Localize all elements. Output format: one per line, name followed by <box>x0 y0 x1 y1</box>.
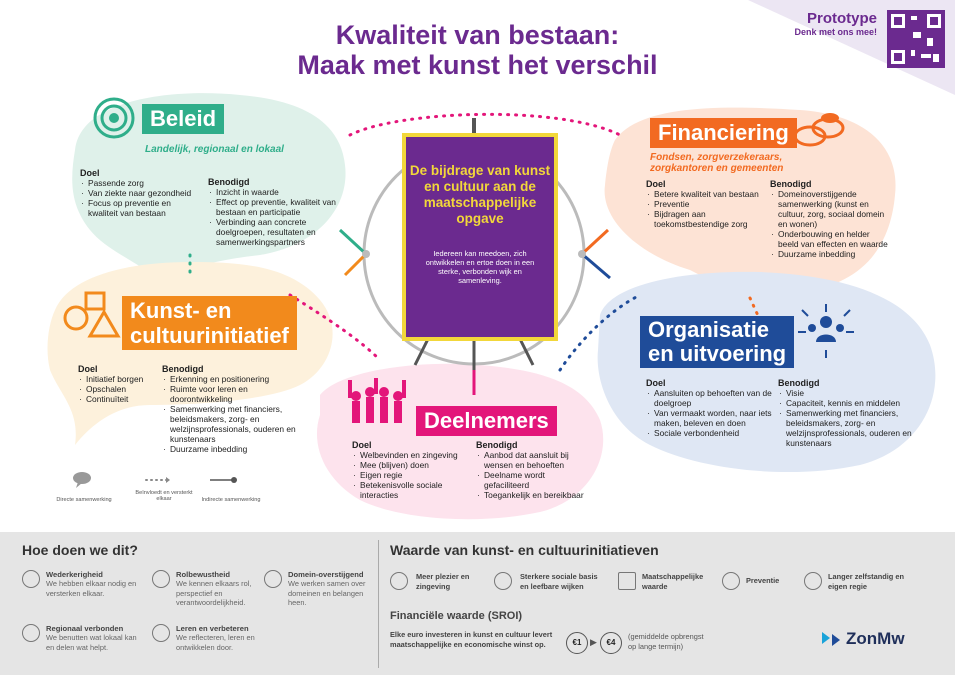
value-label: Langer zelfstandig en eigen regie <box>828 572 904 591</box>
list-item: · Visie <box>786 388 918 398</box>
beleid-doel <box>80 168 200 218</box>
benodigd-label: Benodigd <box>476 440 518 450</box>
shield-icon <box>722 572 740 590</box>
list-item: · Sociale verbondenheid <box>654 428 774 438</box>
how-item-text: We reflecteren, leren en ontwikkelen door. <box>176 633 255 652</box>
how-item-text: We kennen elkaars rol, perspectief en verantwoordelijkheid. <box>176 579 252 608</box>
organisatie-heading-line2: en uitvoering <box>648 341 787 366</box>
target-icon <box>92 96 136 140</box>
kunst-heading-line1: Kunst- en <box>130 298 232 323</box>
value-item <box>494 572 606 591</box>
value-label: Preventie <box>746 576 780 585</box>
list-item: · Duurzame inbedding <box>778 249 888 259</box>
how-heading: Hoe doen we dit? <box>22 542 138 558</box>
center-title: De bijdrage van kunst en cultuur aan de maatschappelijke opgave <box>409 163 551 226</box>
growth-plant-icon <box>152 624 170 642</box>
doel-label: Doel <box>352 440 372 450</box>
how-item <box>264 570 372 608</box>
how-item-title: Domein-overstijgend <box>288 570 364 579</box>
list-item: · Aansluiten op behoeften van de doelgroep <box>654 388 774 408</box>
how-item <box>152 624 264 652</box>
kunst-doel <box>78 364 158 404</box>
how-item <box>22 570 142 598</box>
value-label: Meer plezier en zingeving <box>416 572 470 591</box>
list-item: · Toegankelijk en bereikbaar <box>484 490 586 500</box>
group-people-icon <box>794 302 858 360</box>
value-label: Sterkere sociale basis en leefbare wijken <box>520 572 598 591</box>
value-item <box>722 572 802 586</box>
benodigd-label: Benodigd <box>778 378 820 388</box>
list-item: · Effect op preventie, kwaliteit van bestaan en participatie <box>216 197 338 217</box>
legend-indirect: Indirecte samenwerking <box>201 497 261 503</box>
handshake-icon <box>264 570 282 588</box>
how-item <box>22 624 142 652</box>
prototype-label <box>794 10 877 37</box>
legend-direct: Directe samenwerking <box>56 497 112 503</box>
list-item: · Bijdragen aan toekomstbestendige zorg <box>654 209 766 229</box>
prototype-title: Prototype <box>806 10 877 27</box>
kunst-heading-line2: cultuurinitiatief <box>130 323 289 348</box>
doel-label: Doel <box>646 179 666 189</box>
organisatie-heading-line1: Organisatie <box>648 317 770 342</box>
benodigd-label: Benodigd <box>208 177 250 187</box>
list-item: · Domeinoverstijgende samenwerking (kunst en cultuur, zorg, sociaal domein en wonen) <box>778 189 888 229</box>
benodigd-label: Benodigd <box>162 364 204 374</box>
list-item: · Inzicht in waarde <box>216 187 338 197</box>
how-item-text: We benutten wat lokaal kan en delen wat helpt. <box>46 633 137 652</box>
how-item-text: We hebben elkaar nodig en versterken elkaar. <box>46 579 137 598</box>
list-item: · Welbevinden en zingeving <box>360 450 472 460</box>
legend-influence: Beïnvloedt en versterkt elkaar <box>135 490 193 502</box>
list-item: · Ruimte voor leren en doorontwikkeling <box>170 384 298 404</box>
zonmw-logo: ZonMw <box>846 629 905 648</box>
qr-code-icon[interactable] <box>887 10 945 68</box>
title-line-2: Maak met kunst het verschil <box>297 50 658 80</box>
deelnemers-doel <box>352 440 472 500</box>
euro-1-icon: €1 <box>566 632 588 654</box>
sroi-text: Elke euro investeren in kunst en cultuur levert maatschappelijke en economische winst op. <box>390 630 553 649</box>
how-item-title: Regionaal verbonden <box>46 624 124 633</box>
how-item <box>152 570 260 608</box>
value-label: Maatschappelijke waarde <box>642 572 704 591</box>
shapes-icon <box>62 290 122 340</box>
how-item-title: Wederkerigheid <box>46 570 103 579</box>
list-item: · Samenwerking met financiers, beleidsmakers, zorg- en welzijnsprofessionals, ouderen en kunstenaars <box>786 408 918 448</box>
beleid-heading: Beleid <box>142 104 224 134</box>
list-item: · Van vermaakt worden, naar iets maken, beleven en doen <box>654 408 774 428</box>
beleid-benodigd <box>208 177 338 247</box>
people-icon <box>152 570 170 588</box>
kunst-heading <box>122 296 297 350</box>
list-item: · Opschalen <box>86 384 158 394</box>
list-item: · Betekenisvolle sociale interacties <box>360 480 472 500</box>
beleid-subtitle: Landelijk, regionaal en lokaal <box>145 144 284 155</box>
value-item <box>618 572 718 591</box>
organisatie-heading <box>640 316 794 368</box>
list-item: · Mee (blijven) doen <box>360 460 472 470</box>
deelnemers-heading: Deelnemers <box>416 406 557 436</box>
list-item: · Capaciteit, kennis en middelen <box>786 398 918 408</box>
value-item <box>804 572 914 591</box>
how-item-text: We werken samen over domeinen en belangen heen. <box>288 579 366 608</box>
list-item: · Initiatief borgen <box>86 374 158 384</box>
deelnemers-benodigd <box>476 440 586 500</box>
list-item: · Betere kwaliteit van bestaan <box>654 189 766 199</box>
heart-hands-icon <box>390 572 408 590</box>
euro-4-icon: €4 <box>600 632 622 654</box>
doel-label: Doel <box>646 378 666 388</box>
financiering-doel <box>646 179 766 229</box>
financiering-heading: Financiering <box>650 118 797 148</box>
prototype-tagline: Denk met ons mee! <box>794 27 877 37</box>
coins-icon <box>790 106 850 150</box>
how-item-title: Rolbewustheid <box>176 570 231 579</box>
kunst-benodigd <box>162 364 298 454</box>
list-item: · Passende zorg <box>88 178 200 188</box>
list-item: · Aanbod dat aansluit bij wensen en behoeften <box>484 450 586 470</box>
zonmw-logo-icon <box>820 628 842 650</box>
bar-chart-icon <box>618 572 636 590</box>
financiering-subtitle: Fondsen, zorgverzekeraars, zorgkantoren en gemeenten <box>650 152 784 174</box>
doel-label: Doel <box>80 168 100 178</box>
organisatie-benodigd <box>778 378 918 448</box>
sroi-note: (gemiddelde opbrengst op lange termijn) <box>628 632 704 651</box>
list-item: · Eigen regie <box>360 470 472 480</box>
sroi-heading: Financiële waarde (SROI) <box>390 610 523 622</box>
community-icon <box>494 572 512 590</box>
list-item: · Focus op preventie en kwaliteit van bestaan <box>88 198 200 218</box>
doel-label: Doel <box>78 364 98 374</box>
arrow-right-icon: ▶ <box>590 637 597 647</box>
gear-icon <box>804 572 822 590</box>
list-item: · Continuïteit <box>86 394 158 404</box>
list-item: · Van ziekte naar gezondheid <box>88 188 200 198</box>
financiering-benodigd <box>770 179 888 259</box>
title-line-1: Kwaliteit van bestaan: <box>335 20 620 50</box>
list-item: · Verbinding aan concrete doelgroepen, resultaten en samenwerkingspartners <box>216 217 338 247</box>
list-item: · Duurzame inbedding <box>170 444 298 454</box>
list-item: · Erkenning en positionering <box>170 374 298 384</box>
list-item: · Preventie <box>654 199 766 209</box>
value-heading: Waarde van kunst- en cultuurinitiatieven <box>390 542 659 558</box>
value-item <box>390 572 490 591</box>
organisatie-doel <box>646 378 774 438</box>
benodigd-label: Benodigd <box>770 179 812 189</box>
center-canvas <box>402 133 558 341</box>
center-text: Iedereen kan meedoen, zich ontwikkelen en ertoe doen in een sterke, verbonden wijk en samenleving. <box>425 249 535 285</box>
list-item: · Onderbouwing en helder beeld van effecten en waarde <box>778 229 888 249</box>
divider <box>378 540 379 668</box>
how-item-title: Leren en verbeteren <box>176 624 249 633</box>
raised-hands-icon <box>344 376 414 426</box>
list-item: · Samenwerking met financiers, beleidsmakers, zorg- en welzijnsprofessionals, ouderen en kunstenaars <box>170 404 298 444</box>
location-pin-icon <box>22 624 40 642</box>
arrows-circle-icon <box>22 570 40 588</box>
list-item: · Deelname wordt gefaciliteerd <box>484 470 586 490</box>
